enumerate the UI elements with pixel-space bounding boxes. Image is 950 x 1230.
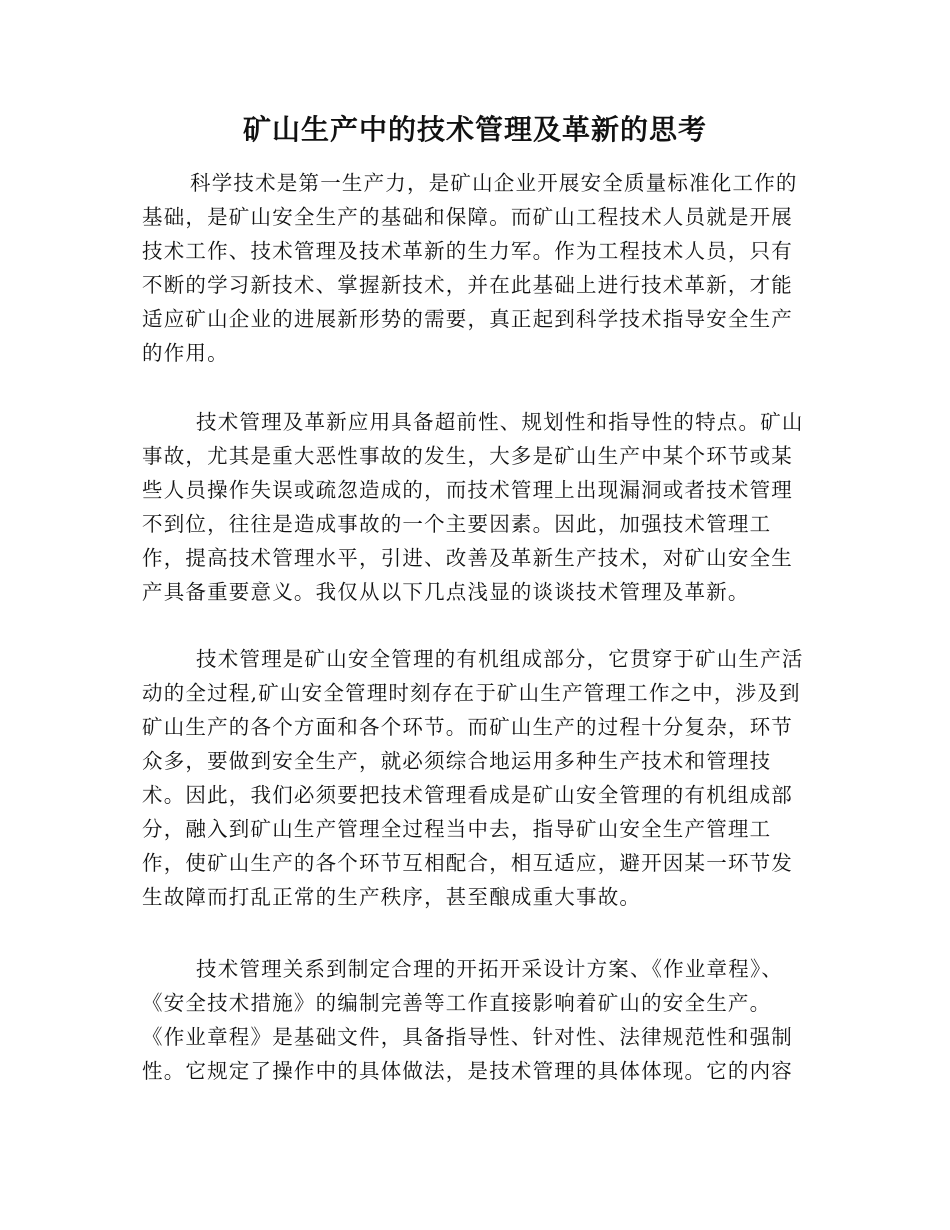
paragraph-2-line-6: 产具备重要意义。我仅从以下几点浅显的谈谈技术管理及革新。 <box>142 580 750 604</box>
paragraph-3-line-6: 分，融入到矿山生产管理全过程当中去，指导矿山安全生产管理工 <box>142 817 772 841</box>
document-title: 矿山生产中的技术管理及革新的思考 <box>242 113 707 146</box>
paragraph-3-line-4: 众多，要做到安全生产，就必须综合地运用多种生产技术和管理技 <box>142 749 772 773</box>
paragraph-3-line-8: 生故障而打乱正常的生产秩序，甚至酿成重大事故。 <box>142 885 642 909</box>
paragraph-4-line-1: 技术管理关系到制定合理的开拓开采设计方案、《作业章程》、 <box>196 957 784 981</box>
paragraph-3-line-3: 矿山生产的各个方面和各个环节。而矿山生产的过程十分复杂，环节 <box>142 715 793 739</box>
paragraph-2-line-1: 技术管理及革新应用具备超前性、规划性和指导性的特点。矿山 <box>196 410 804 434</box>
paragraph-1-line-2: 基础，是矿山安全生产的基础和保障。而矿山工程技术人员就是开展 <box>142 205 793 229</box>
paragraph-3-line-2: 动的全过程,矿山安全管理时刻存在于矿山生产管理工作之中，涉及到 <box>142 681 801 705</box>
paragraph-3-line-5: 术。因此，我们必须要把技术管理看成是矿山安全管理的有机组成部 <box>142 783 793 807</box>
paragraph-2-line-2: 事故，尤其是重大恶性事故的发生，大多是矿山生产中某个环节或某 <box>142 444 793 468</box>
paragraph-2-line-5: 作，提高技术管理水平，引进、改善及革新生产技术，对矿山安全生 <box>142 546 793 570</box>
paragraph-4-line-3: 《作业章程》是基础文件，具备指导性、针对性、法律规范性和强制 <box>142 1025 793 1049</box>
paragraph-1-line-6: 的作用。 <box>142 341 229 365</box>
paragraph-4-line-2: 《安全技术措施》的编制完善等工作直接影响着矿山的安全生产。 <box>142 991 772 1015</box>
paragraph-3-line-1: 技术管理是矿山安全管理的有机组成部分，它贯穿于矿山生产活 <box>196 647 804 671</box>
paragraph-1-line-5: 适应矿山企业的进展新形势的需要，真正起到科学技术指导安全生产 <box>142 307 793 331</box>
paragraph-2-line-3: 些人员操作失误或疏忽造成的，而技术管理上出现漏洞或者技术管理 <box>142 478 793 502</box>
paragraph-2-line-4: 不到位，往往是造成事故的一个主要因素。因此，加强技术管理工 <box>142 512 772 536</box>
paragraph-3-line-7: 作，使矿山生产的各个环节互相配合，相互适应，避开因某一环节发 <box>142 851 793 875</box>
paragraph-1-line-3: 技术工作、技术管理及技术革新的生力军。作为工程技术人员，只有 <box>142 239 793 263</box>
paragraph-4-line-4: 性。它规定了操作中的具体做法，是技术管理的具体体现。它的内容 <box>142 1059 793 1083</box>
paragraph-1-line-1: 科学技术是第一生产力，是矿山企业开展安全质量标准化工作的 <box>190 171 798 195</box>
paragraph-1-line-4: 不断的学习新技术、掌握新技术，并在此基础上进行技术革新，才能 <box>142 273 793 297</box>
